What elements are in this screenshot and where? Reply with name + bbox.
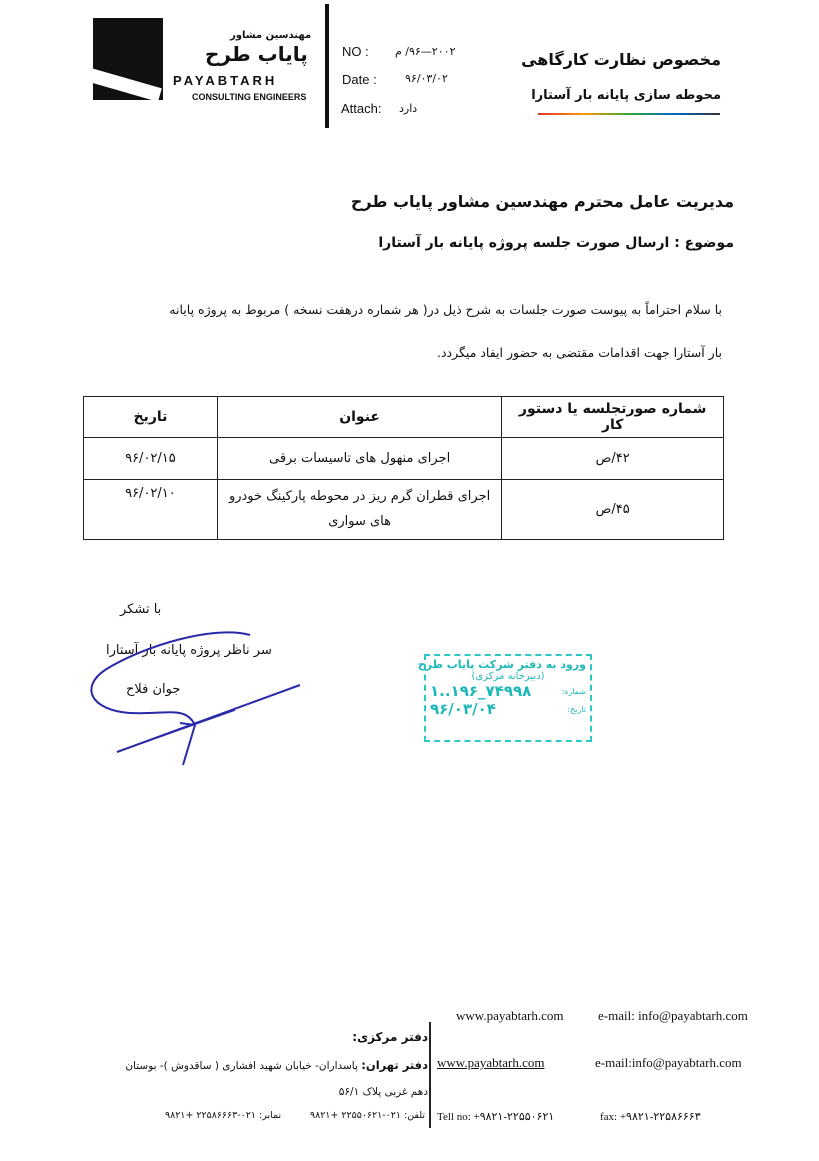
logo-stripe	[93, 66, 162, 100]
cell-date: ۹۶/۰۲/۱۰	[84, 480, 218, 540]
table-row	[84, 438, 724, 480]
cell-meeting-number: ۴۵/ص	[502, 480, 724, 540]
office-address-line-1	[125, 1058, 428, 1072]
table-row	[84, 480, 724, 540]
office-address-line-2: دهم غربی پلاک ۵۶/۱	[338, 1086, 428, 1098]
logo-english-subtitle: CONSULTING ENGINEERS	[192, 92, 307, 102]
closing-thanks: با تشکر	[120, 602, 162, 617]
table-header-row	[84, 397, 724, 438]
footer-fax: fax: +۹۸۲۱-۲۲۵۸۶۶۶۳	[600, 1111, 701, 1123]
attach-label: Attach:	[341, 101, 382, 116]
office-city-label: دفتر تهران:	[361, 1058, 428, 1072]
stamp-number-label: شماره:	[561, 686, 586, 696]
signer-name: جوان فلاح	[126, 682, 181, 697]
header-meeting-number: شماره صورتجلسه یا دستور کار	[502, 397, 724, 438]
header-date: تاریخ	[84, 397, 218, 438]
receipt-stamp	[417, 654, 592, 742]
footer-divider	[429, 1022, 431, 1128]
stamp-number-row	[430, 682, 586, 700]
signer-title: سر ناظر پروژه پایانه بار آستارا	[106, 643, 272, 658]
footer-telephone: Tell no: +۹۸۲۱-۲۲۵۵۰۶۲۱	[437, 1111, 555, 1123]
office-heading: دفتر مرکزی:	[352, 1030, 428, 1044]
footer-website-link[interactable]: www.payabtarh.com	[437, 1055, 545, 1070]
stamp-date-label: تاریخ:	[567, 704, 586, 714]
header-underline	[538, 113, 720, 115]
logo-english-name: PAYABTARH	[173, 73, 278, 88]
logo-persian-subtitle: مهندسین مشاور	[230, 30, 312, 41]
footer-email[interactable]: e-mail:info@payabtarh.com	[595, 1055, 742, 1070]
number-value: ۲۰۰۲—۹۶/ م	[395, 45, 456, 58]
company-logo-mark	[93, 18, 163, 100]
number-label: NO :	[342, 44, 369, 59]
office-phone: تلفن: ۰۲۱-۲۲۵۵۰۶۲۱ +۹۸۲۱	[310, 1110, 426, 1121]
stamp-subheading: (دبیرخانه مرکزی)	[471, 671, 545, 682]
letter-paragraph-line-2: بار آستارا جهت اقدامات مقتضی به حضور ایفاد میگردد.	[437, 345, 722, 360]
stamp-date-row	[430, 700, 586, 718]
stamp-date-value: ۹۶/۰۳/۰۴	[430, 700, 496, 718]
handwritten-signature	[85, 625, 305, 770]
footer-website-top[interactable]: www.payabtarh.com	[456, 1008, 564, 1023]
footer-email-top[interactable]: e-mail: info@payabtarh.com	[598, 1008, 748, 1023]
header-project-title: محوطه سازی پایانه بار آستارا	[531, 88, 721, 103]
header-title: عنوان	[217, 397, 501, 438]
letter-subject: موضوع : ارسال صورت جلسه پروژه پایانه بار آستارا	[378, 235, 734, 251]
letter-addressee: مدیریت عامل محترم مهندسین مشاور پایاب طرح	[350, 192, 734, 211]
cell-title: اجرای قطران گرم ریز در محوطه پارکینگ خودرو های سواری	[217, 480, 501, 540]
date-value: ۹۶/۰۳/۰۲	[405, 72, 448, 85]
logo-persian-name: پایاب طرح	[205, 42, 308, 66]
cell-meeting-number: ۴۲/ص	[502, 438, 724, 480]
header-divider	[325, 4, 329, 128]
office-address-text: پاسداران- خیابان شهید افشاری ( ساقدوش )- بوستان	[125, 1060, 362, 1072]
attach-value: دارد	[399, 102, 418, 115]
office-fax: نمابر: ۰۲۱-۲۲۵۸۶۶۶۳ +۹۸۲۱	[165, 1110, 282, 1121]
stamp-number-value: ۱..۱۹۶_۷۴۹۹۸	[430, 682, 532, 700]
stamp-heading: ورود به دفتر شرکت پایاب طرح	[417, 658, 586, 671]
cell-title: اجرای منهول های تاسیسات برقی	[217, 438, 501, 480]
letter-paragraph-line-1: با سلام احتراماً به پیوست صورت جلسات به شرح ذیل در( هر شماره درهفت نسخه ) مربوط به پروژه پایانه	[169, 302, 722, 317]
cell-date: ۹۶/۰۲/۱۵	[84, 438, 218, 480]
meetings-table	[83, 396, 724, 540]
date-label: Date :	[342, 72, 377, 87]
header-department-title: مخصوص نظارت کارگاهی	[521, 50, 721, 69]
